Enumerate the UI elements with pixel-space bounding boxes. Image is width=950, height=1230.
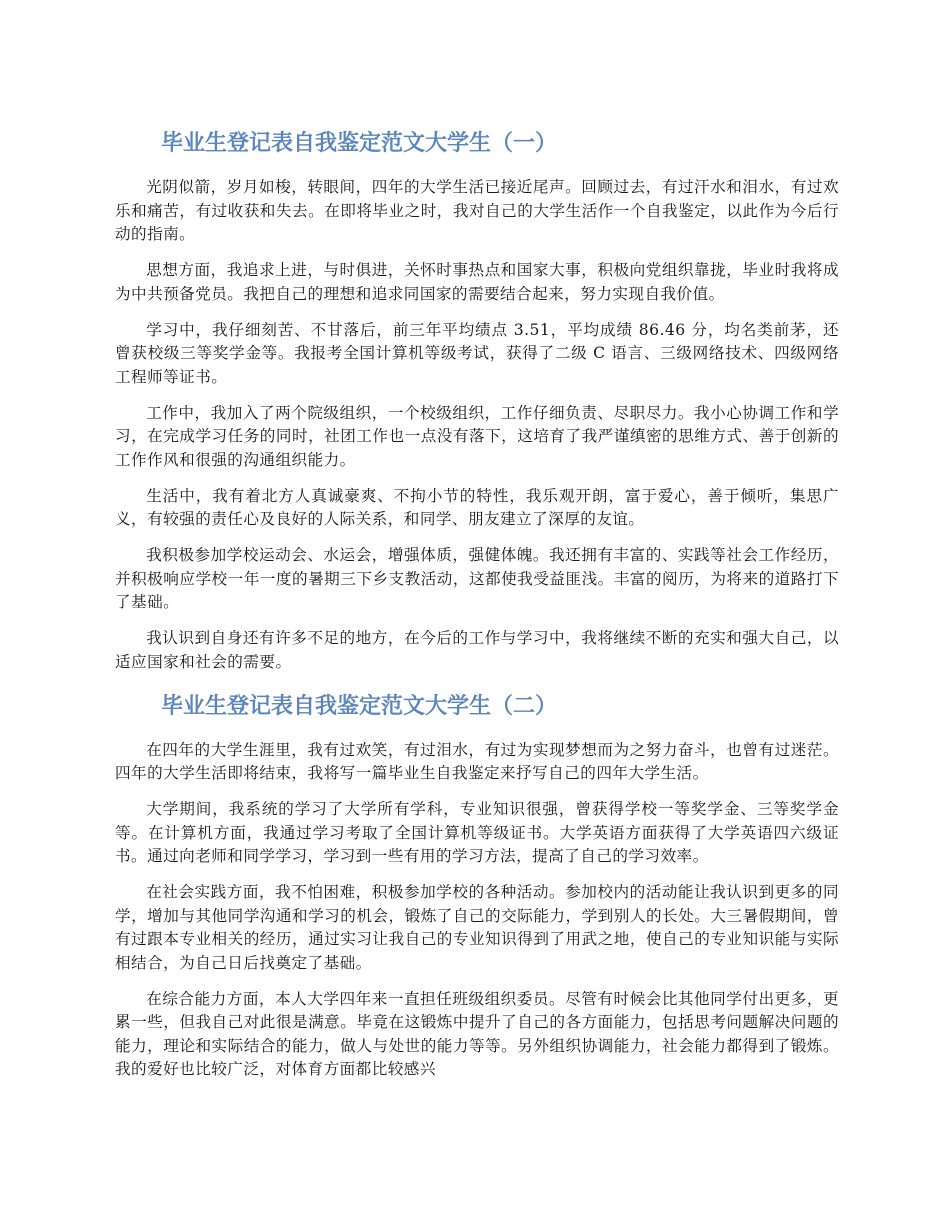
paragraph: 生活中，我有着北方人真诚豪爽、不拘小节的特性，我乐观开朗，富于爱心，善于倾听，集思广义，有较强的责任心及良好的人际关系，和同学、朋友建立了深厚的友谊。 xyxy=(115,486,839,528)
section-1 xyxy=(115,124,839,674)
paragraph: 在社会实践方面，我不怕困难，积极参加学校的各种活动。参加校内的活动能让我认识到更多的同学，增加与其他同学沟通和学习的机会，锻炼了自己的交际能力，学到别人的长处。大三暑假期间，曾有过跟本专业相关的经历，通过实习让我自己的专业知识得到了用武之地，使自己的专业知识能与实际相结合，为自己日后找奠定了基础。 xyxy=(115,883,839,972)
paragraph: 工作中，我加入了两个院级组织，一个校级组织，工作仔细负责、尽职尽力。我小心协调工作和学习，在完成学习任务的同时，社团工作也一点没有落下，这培育了我严谨缜密的思维方式、善于创新的工作作风和很强的沟通组织能力。 xyxy=(115,403,839,469)
paragraph: 学习中，我仔细刻苦、不甘落后，前三年平均绩点 3.51，平均成绩 86.46 分，均名类前茅，还曾获校级三等奖学金等。我报考全国计算机等级考试，获得了二级 C 语言、三级网络技术、四级网络工程师等证书。 xyxy=(115,320,839,386)
paragraph: 在四年的大学生涯里，我有过欢笑，有过泪水，有过为实现梦想而为之努力奋斗，也曾有过迷茫。四年的大学生活即将结束，我将写一篇毕业生自我鉴定来抒写自己的四年大学生活。 xyxy=(115,740,839,782)
paragraph: 大学期间，我系统的学习了大学所有学科，专业知识很强，曾获得学校一等奖学金、三等奖学金等。在计算机方面，我通过学习考取了全国计算机等级证书。大学英语方面获得了大学英语四六级证书。通过向老师和同学学习，学习到一些有用的学习方法，提高了自己的学习效率。 xyxy=(115,800,839,865)
section-2 xyxy=(115,687,839,1082)
section-title: 毕业生登记表自我鉴定范文大学生（一） xyxy=(161,131,558,156)
section-title: 毕业生登记表自我鉴定范文大学生（二） xyxy=(161,693,558,719)
paragraph: 光阴似箭，岁月如梭，转眼间，四年的大学生活已接近尾声。回顾过去，有过汗水和泪水，有过欢乐和痛苦，有过收获和失去。在即将毕业之时，我对自己的大学生活作一个自我鉴定，以此作为今后行动的指南。 xyxy=(115,178,839,243)
document-body xyxy=(115,124,839,1094)
paragraph: 在综合能力方面，本人大学四年来一直担任班级组织委员。尽管有时候会比其他同学付出更多，更累一些，但我自己对此很是满意。毕竟在这锻炼中提升了自己的各方面能力，包括思考问题解决问题的能力，理论和实际结合的能力，做人与处世的能力等等。另外组织协调能力，社会能力都得到了锻炼。我的爱好也比较广泛，对体育方面都比较感兴 xyxy=(115,989,839,1078)
paragraph: 我积极参加学校运动会、水运会，增强体质，强健体魄。我还拥有丰富的、实践等社会工作经历，并积极响应学校一年一度的暑期三下乡支教活动，这都使我受益匪浅。丰富的阅历，为将来的道路打下了基础。 xyxy=(115,546,839,611)
paragraph: 思想方面，我追求上进，与时俱进，关怀时事热点和国家大事，积极向党组织靠拢，毕业时我将成为中共预备党员。我把自己的理想和追求同国家的需要结合起来，努力实现自我价值。 xyxy=(115,261,839,303)
paragraph: 我认识到自身还有许多不足的地方，在今后的工作与学习中，我将继续不断的充实和强大自己，以适应国家和社会的需要。 xyxy=(115,629,839,671)
